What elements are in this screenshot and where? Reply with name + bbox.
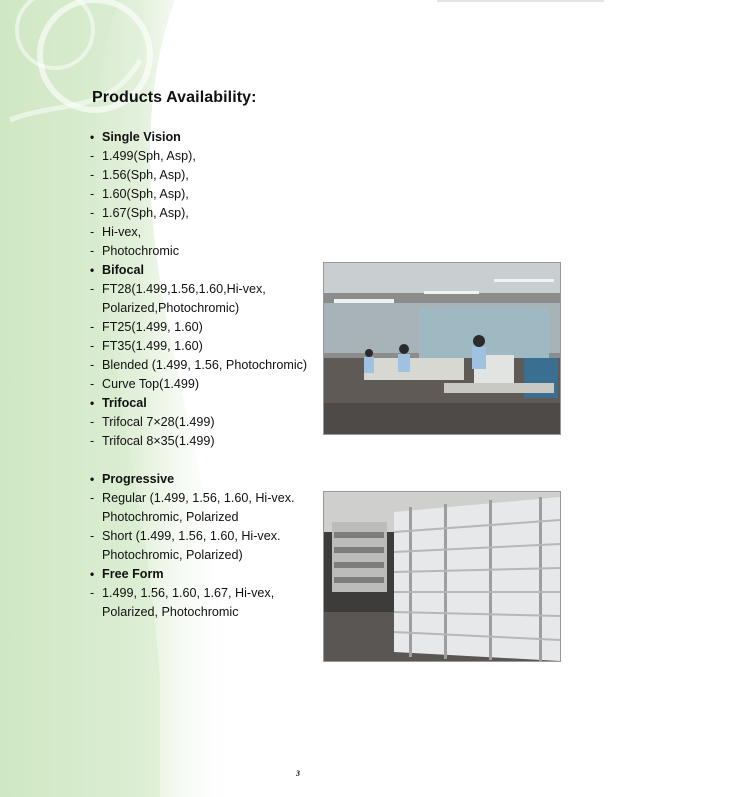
bullet-marker: • (90, 263, 95, 277)
dash-marker: - (90, 339, 95, 353)
top-rule (437, 0, 604, 2)
list-item-text: Photochromic, Polarized) (102, 548, 243, 562)
list-item-text: Photochromic, Polarized (102, 510, 239, 524)
list-item (90, 318, 320, 337)
list-item-text: Regular (1.499, 1.56, 1.60, Hi-vex. (102, 491, 295, 505)
category-heading (90, 470, 320, 489)
category-heading (90, 394, 320, 413)
list-item-text: FT35(1.499, 1.60) (102, 339, 203, 353)
list-item-text: 1.499(Sph, Asp), (102, 149, 196, 163)
list-item (90, 280, 320, 299)
list-item-text: Short (1.499, 1.56, 1.60, Hi-vex. (102, 529, 281, 543)
dash-marker: - (90, 586, 95, 600)
dash-marker: - (90, 358, 95, 372)
list-item (90, 432, 320, 451)
bullet-marker: • (90, 396, 95, 410)
list-item-text: Blended (1.499, 1.56, Photochromic) (102, 358, 308, 372)
category-heading (90, 261, 320, 280)
dash-marker: - (90, 244, 95, 258)
page-number: 3 (296, 769, 300, 778)
list-item (90, 223, 320, 242)
list-item (90, 166, 320, 185)
list-item (90, 603, 320, 622)
page-title: Products Availability: (92, 89, 257, 106)
list-item-text: 1.499, 1.56, 1.60, 1.67, Hi-vex, (102, 586, 275, 600)
list-item-text: Curve Top(1.499) (102, 377, 200, 391)
dash-marker: - (90, 149, 95, 163)
product-list (90, 128, 320, 622)
dash-marker: - (90, 415, 95, 429)
bullet-marker: • (90, 567, 95, 581)
list-item-text: Polarized,Photochromic) (102, 301, 240, 315)
dash-marker: - (90, 225, 95, 239)
dash-marker: - (90, 491, 95, 505)
list-item-text: 1.67(Sph, Asp), (102, 206, 189, 220)
dash-marker: - (90, 282, 95, 296)
list-item (90, 147, 320, 166)
bullet-marker: • (90, 472, 95, 486)
list-item (90, 546, 320, 565)
dash-marker: - (90, 168, 95, 182)
list-spacer (90, 451, 320, 470)
list-item (90, 584, 320, 603)
list-item (90, 527, 320, 546)
list-item-text: Trifocal 7×28(1.499) (102, 415, 215, 429)
list-item (90, 489, 320, 508)
list-item (90, 185, 320, 204)
list-item-text: 1.56(Sph, Asp), (102, 168, 189, 182)
list-item-text: Free Form (102, 567, 164, 581)
dash-marker: - (90, 206, 95, 220)
category-heading (90, 565, 320, 584)
list-item-text: Progressive (102, 472, 175, 486)
dash-marker: - (90, 377, 95, 391)
dash-marker: - (90, 320, 95, 334)
factory-production-photo (323, 262, 561, 435)
list-item-text: Trifocal (102, 396, 147, 410)
list-item-text: 1.60(Sph, Asp), (102, 187, 189, 201)
category-heading (90, 128, 320, 147)
list-item (90, 242, 320, 261)
list-item (90, 356, 320, 375)
bullet-marker: • (90, 130, 95, 144)
list-item-text: Polarized, Photochromic (102, 605, 239, 619)
lens-storage-racks-photo (323, 491, 561, 662)
list-item-text: Hi-vex, (102, 225, 142, 239)
list-item (90, 204, 320, 223)
list-item (90, 375, 320, 394)
list-item-text: FT25(1.499, 1.60) (102, 320, 203, 334)
list-item (90, 413, 320, 432)
dash-marker: - (90, 434, 95, 448)
dash-marker: - (90, 529, 95, 543)
list-item-text: Photochromic (102, 244, 179, 258)
dash-marker: - (90, 187, 95, 201)
list-item (90, 299, 320, 318)
list-item (90, 337, 320, 356)
list-item-text: Bifocal (102, 263, 144, 277)
list-item (90, 508, 320, 527)
list-item-text: FT28(1.499,1.56,1.60,Hi-vex, (102, 282, 266, 296)
list-item-text: Trifocal 8×35(1.499) (102, 434, 215, 448)
list-item-text: Single Vision (102, 130, 181, 144)
